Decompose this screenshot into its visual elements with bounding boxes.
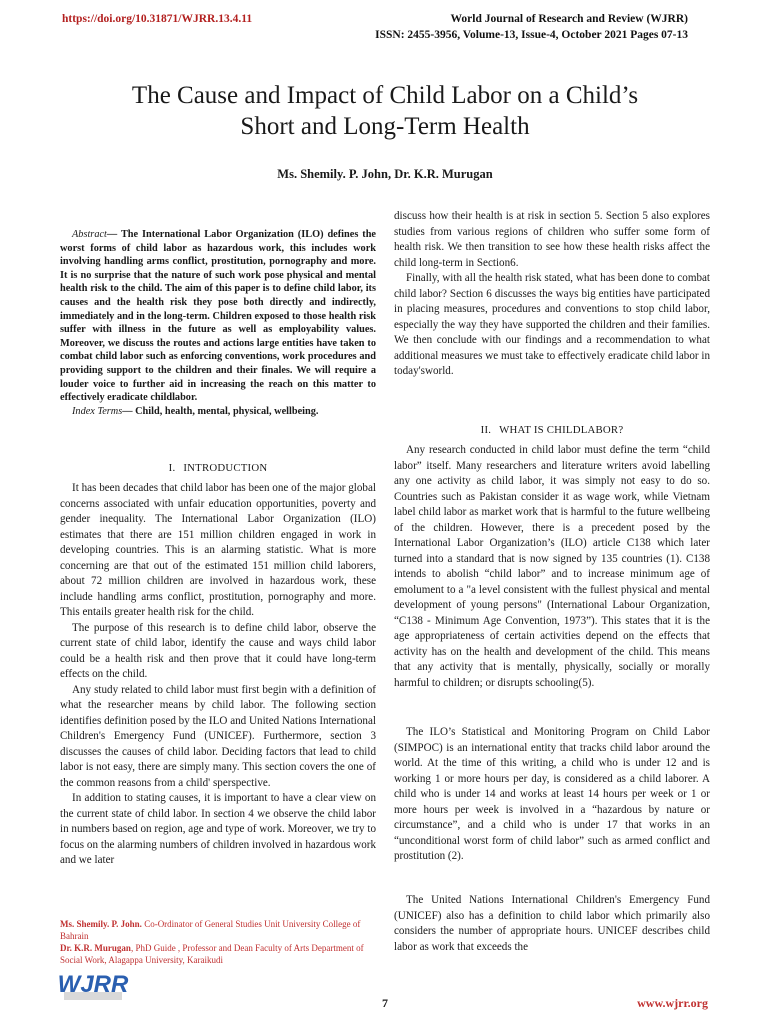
title-line-1: The Cause and Impact of Child Labor on a Child’s [131, 82, 639, 109]
footnote-affiliation-1: Co-Ordinator of General Studies Unit University College of Bahrain [60, 919, 361, 941]
journal-website-link[interactable]: www.wjrr.org [637, 996, 708, 1010]
section-2-simpoc [394, 725, 710, 865]
journal-issn: ISSN: 2455-3956, Volume-13, Issue-4, October 2021 Pages 07-13 [375, 29, 688, 41]
abstract [60, 228, 376, 418]
doi-link[interactable]: https://doi.org/10.31871/WJRR.13.4.11 [62, 13, 253, 25]
introduction-body [60, 481, 376, 869]
title-line-2: Short and Long-Term Health [240, 113, 530, 140]
paragraph: The ILO’s Statistical and Monitoring Program on Child Labor (SIMPOC) is an international entity that tracks child labor around the world. At the time of this writing, a child who is under 12 and is working 1 or more hours per day, is considered as a child laborer. A child who is under 14 and works at least 14 hours per week or 1 or more hours per week is involved in a “hazardous by nature or circumstance”, and a child who is under 17 that works in an “unconditional worst form of child labor” such as armed conflict and prostitution (2). [394, 726, 710, 862]
paragraph: It has been decades that child labor has been one of the major global concerns associated with unfair education opportunities, poverty and gender inequality. The International Labor Organization (ILO) estimates that there are 151 million children engaged in work in developing countries. This is an alarming statistic. What is more concerning are that out of the estimated 151 million child laborers, about 72 million children are involved in hazardous work, these include handling arms conflict, prostitution, pornography and more. This entails greater health risk for the child. [60, 482, 376, 618]
paragraph: The United Nations International Children's Emergency Fund (UNICEF) also has a definition to child labor which primarily also considers the number of appropriate hours. UNICEF describes child labor as work that exceeds the [394, 894, 710, 953]
footnote-author-1: Ms. Shemily. P. John. [60, 919, 142, 929]
footnote-affiliation-2: , PhD Guide , Professor and Dean Faculty of Arts Department of Social Work, Alagappa University, Karaikudi [60, 943, 364, 965]
section-heading-introduction [60, 462, 376, 474]
section-title: INTRODUCTION [183, 462, 268, 474]
index-terms-body: — Child, health, mental, physical, wellbeing. [122, 405, 319, 417]
author-footnote [60, 918, 376, 966]
journal-header [375, 11, 688, 43]
index-terms-label: Index Terms [72, 405, 123, 417]
footnote-author-2: Dr. K.R. Murugan [60, 943, 131, 953]
section-heading-what-is-child-labor [394, 424, 710, 436]
section-number: I. [168, 462, 176, 474]
paragraph: Any research conducted in child labor must define the term “child labor” itself. Many researchers and literature writers avoid labelling any one activity as child labor, it was simply not easy to do so. Countries such as Pakistan consider it as wage work, while Vietnam label child labor as market work that is harmful to the future wellbeing of the children. However, there is a precedent posed by the International Labor Organization’s (ILO) article C138 which later turned into a standard that is now signed by 135 countries (1). C138 intends to abolish “child labor” and to increase minimum age of emolument to a "a level consistent with the fullest physical and mental development of young persons" (International Labour Organization, “C138 - Minimum Age Convention, 1973”). This states that it is the age appropriateness of certain activities depend on the effects that activity has on the health and development of the child. This means that any activity that is mentally, physically, socially or morally harmful to children; or disrupts schooling(5). [394, 444, 710, 689]
paper-title [40, 80, 730, 142]
page-number: 7 [382, 996, 388, 1010]
abstract-label: Abstract [72, 229, 107, 240]
logo-wordmark: WJRR [57, 971, 129, 998]
journal-name: World Journal of Research and Review (WJRR) [450, 13, 688, 25]
author-list: Ms. Shemily. P. John, Dr. K.R. Murugan [277, 167, 493, 181]
section-number: II. [480, 424, 492, 436]
paragraph: discuss how their health is at risk in section 5. Section 5 also explores studies from various regions of children who suffer some form of health risk. We then transition to see how these health risks affect the child long-term in Section6. [394, 210, 710, 269]
paragraph: The purpose of this research is to define child labor, observe the current state of child labor, identify the cause and ways child labor could be a health risk and then prove that it could have long-term effects on the child. [60, 621, 376, 680]
paragraph: Finally, with all the health risk stated, what has been done to combat child labor? Section 6 discusses the ways big entities have participated in placing measures, procedures and conventions to stop child labor, especially the way they have supported the children and their families. We then conclude with our findings and a recommendation to what additional measures we must take to effectively eradicate child labor in today'sworld. [394, 272, 710, 377]
section-2-body [394, 443, 710, 691]
right-column-continuation [394, 209, 710, 380]
abstract-body: — The International Labor Organization (ILO) defines the worst forms of child labor as hazardous work, this includes work involving handling arms conflict, prostitution, pornography and more. It is no surprise that the nature of such work pose physical and mental health risk to the child. The aim of this paper is to define child labor, its causes and the health risk they pose both directly and indirectly, immediately and in the long-term. Children exposed to those health risk suffer with illness in the future as well as employability values. Moreover, we discuss the routes and actions large entities have taken to combat child labor such as enforcing conventions, work procedures and providing support to the children and their finales. We will require a louder voice to further aid in increasing the reach on this matter to effectively eradicate childlabor. [60, 229, 376, 404]
section-title: WHAT IS CHILDLABOR? [499, 424, 624, 436]
paragraph: Any study related to child labor must first begin with a definition of what the researcher means by child labor. The following section identifies definition posed by the ILO and United Nations International Children's Emergency Fund (UNICEF). Furthermore, section 3 discusses the causes of child labor. Deciding factors that lead to child labor is not easy, there are simply many. This section covers the one of the common reasons from a child' sperspective. [60, 683, 376, 789]
section-2-unicef [394, 893, 710, 955]
paragraph: In addition to stating causes, it is important to have a clear view on the current state of child labor. In section 4 we observe the child labor in numbers based on region, age and type of work. Moreover, we try to focus on the alarming numbers of children involved in hazardous work and we later [60, 792, 376, 866]
